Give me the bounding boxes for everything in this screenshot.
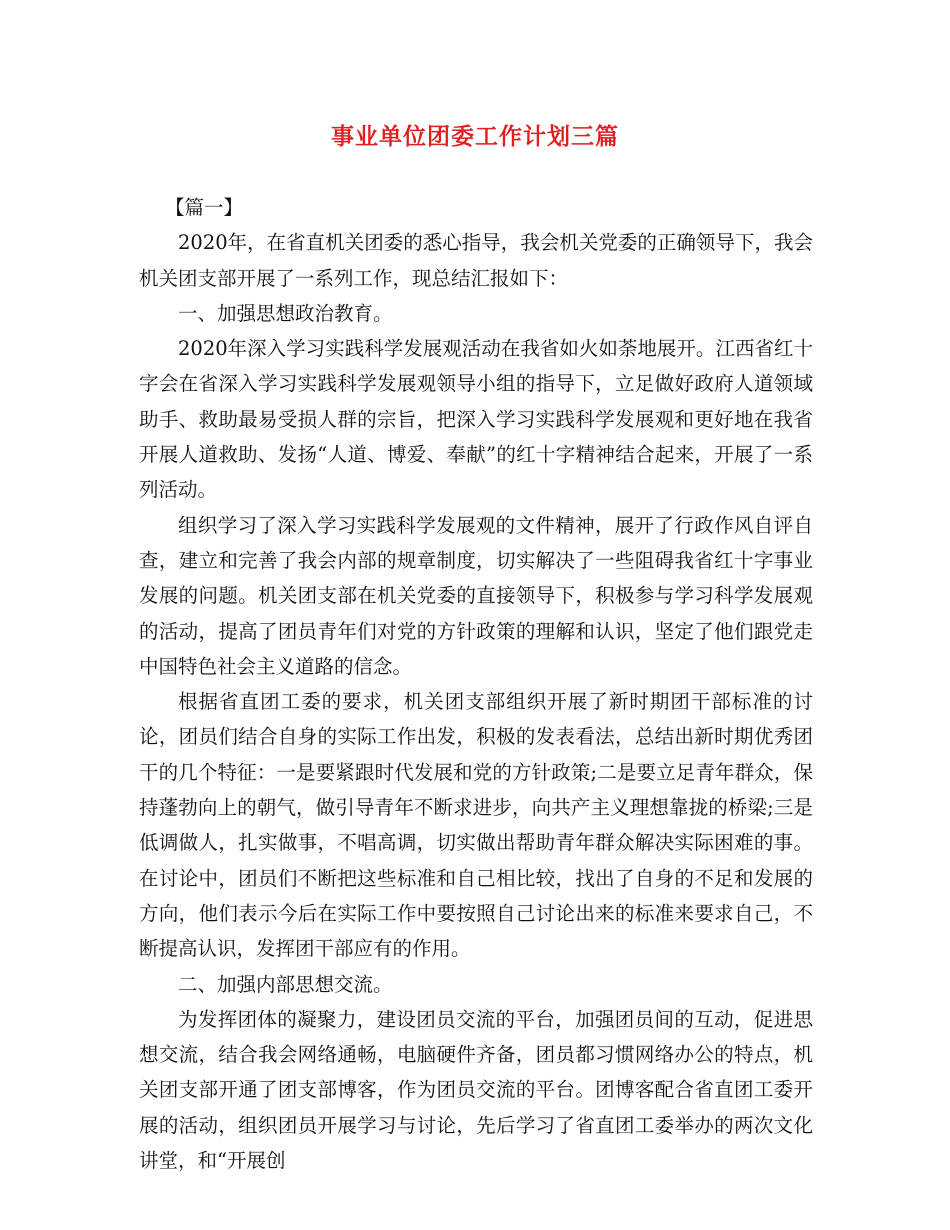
- section-heading-part-one: 【篇一】: [165, 196, 244, 219]
- body-paragraph: 根据省直团工委的要求，机关团支部组织开展了新时期团干部标准的讨论，团员们结合自身的实际工作出发，积极的发表看法，总结出新时期优秀团干的几个特征：一是要紧跟时代发展和党的方针政策;二是要立足青年群众，保持蓬勃向上的朝气，做引导青年不断求进步，向共产主义理想靠拢的桥梁;三是低调做人，扎实做事，不唱高调，切实做出帮助青年群众解决实际困难的事。在讨论中，团员们不断把这些标准和自己相比较，找出了自身的不足和发展的方向，他们表示今后在实际工作中要按照自己讨论出来的标准来要求自己，不断提高认识，发挥团干部应有的作用。: [139, 690, 813, 961]
- document-title: 事业单位团委工作计划三篇: [331, 124, 619, 150]
- body-paragraph: 2020年，在省直机关团委的悉心指导，我会机关党委的正确领导下，我会机关团支部开展了一系列工作，现总结汇报如下：: [139, 231, 813, 290]
- section-heading: 一、加强思想政治教育。: [178, 301, 393, 325]
- body-paragraph: 组织学习了深入学习实践科学发展观的文件精神，展开了行政作风自评自查，建立和完善了我会内部的规章制度，切实解决了一些阻碍我省红十字事业发展的问题。机关团支部在机关党委的直接领导下，积极参与学习科学发展观的活动，提高了团员青年们对党的方针政策的理解和认识，坚定了他们跟党走中国特色社会主义道路的信念。: [139, 513, 813, 678]
- section-heading: 二、加强内部思想交流。: [178, 972, 393, 996]
- document-body: [139, 190, 813, 1178]
- body-paragraph: 为发挥团体的凝聚力，建设团员交流的平台，加强团员间的互动，促进思想交流，结合我会网络通畅，电脑硬件齐备，团员都习惯网络办公的特点，机关团支部开通了团支部博客，作为团员交流的平台。团博客配合省直团工委开展的活动，组织团员开展学习与讨论，先后学习了省直团工委举办的两次文化讲堂，和“开展创: [139, 1007, 813, 1173]
- body-paragraph: 2020年深入学习实践科学发展观活动在我省如火如荼地展开。江西省红十字会在省深入学习实践科学发展观领导小组的指导下，立足做好政府人道领域助手、救助最易受损人群的宗旨，把深入学习实践科学发展观和更好地在我省开展人道救助、发扬“人道、博爱、奉献”的红十字精神结合起来，开展了一系列活动。: [139, 337, 813, 502]
